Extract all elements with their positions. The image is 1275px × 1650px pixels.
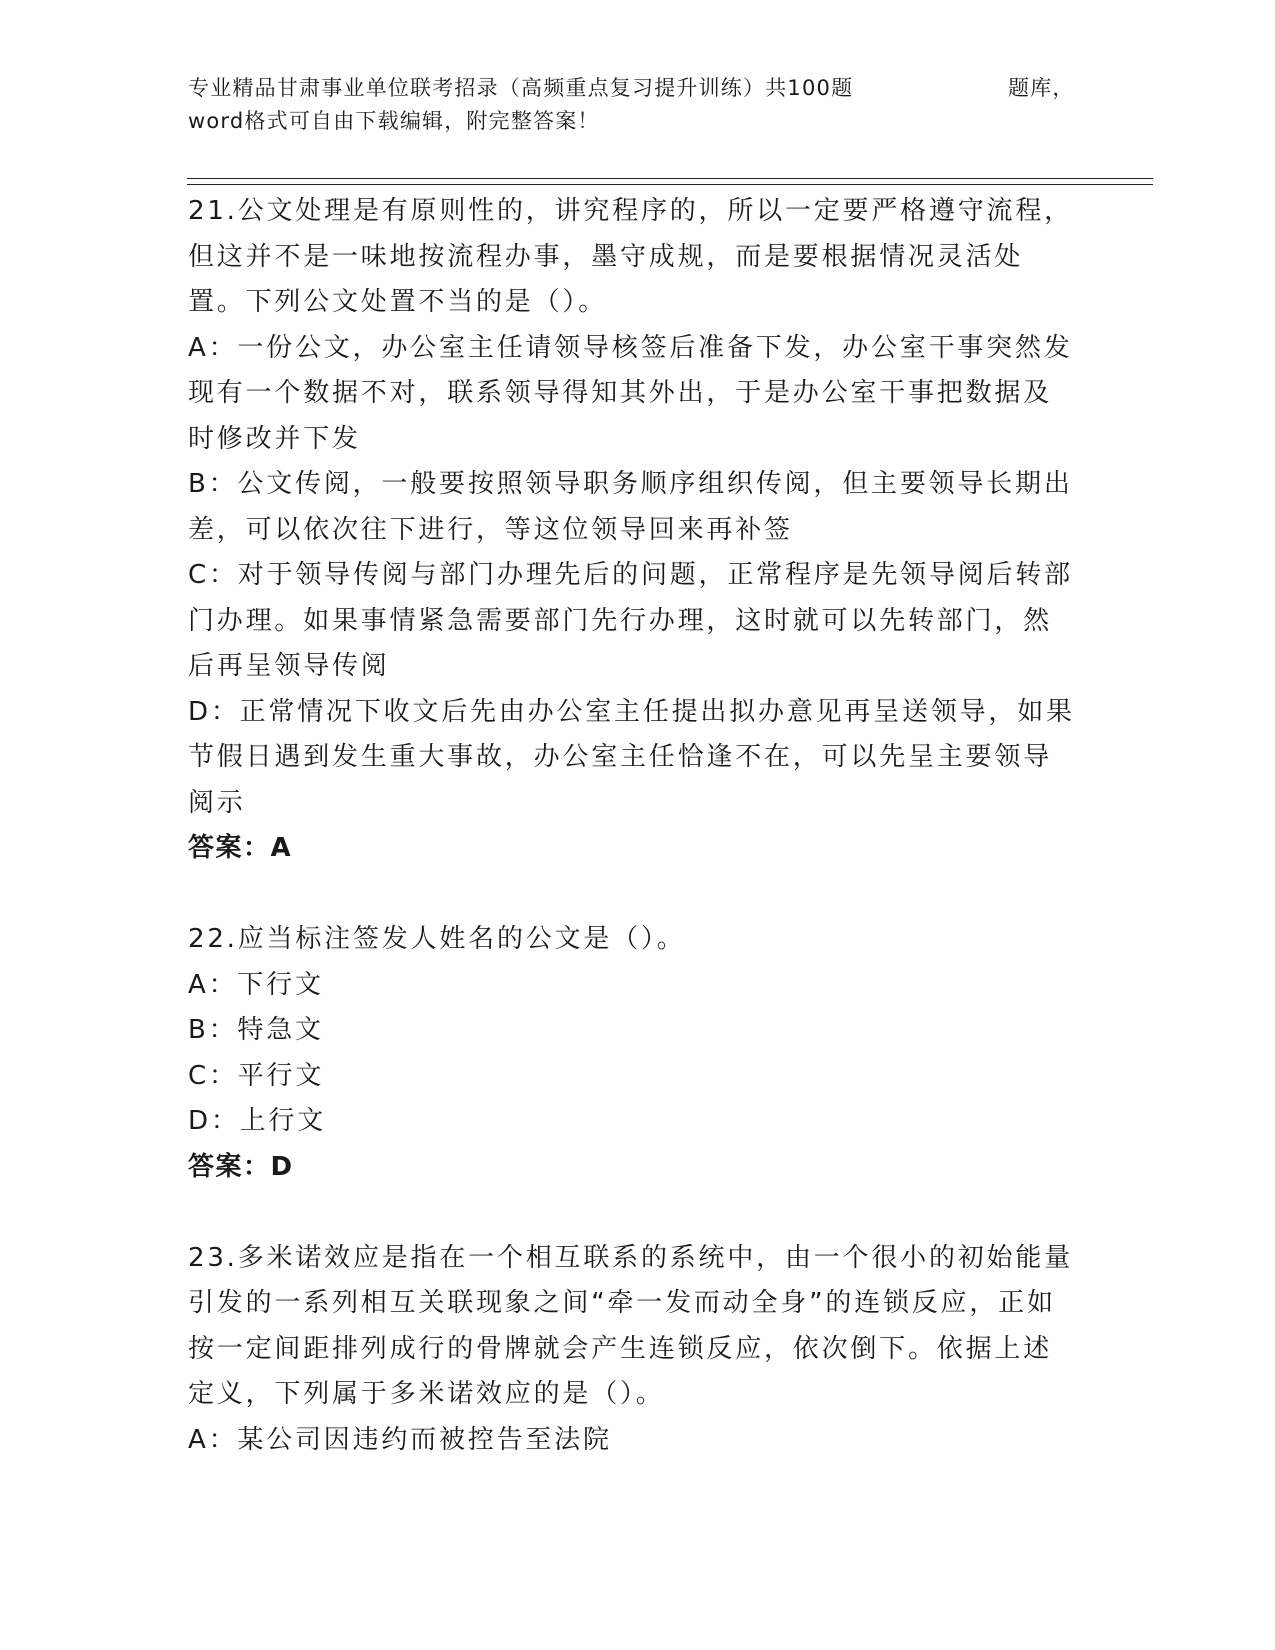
option-d: D：上行文 xyxy=(188,1106,327,1136)
question-21 xyxy=(188,189,1078,872)
question-text: 21.公文处理是有原则性的，讲究程序的，所以一定要严格遵守流程，但这并不是一味地按流程办事，墨守成规，而是要根据情况灵活处置。下列公文处置不当的是（）。 xyxy=(188,196,1073,317)
header-title-tail: 题库， xyxy=(1008,76,1075,100)
question-spacer xyxy=(188,1190,1078,1236)
header-divider-top xyxy=(187,178,1153,179)
header-subtitle: word格式可自由下载编辑，附完整答案！ xyxy=(188,109,600,133)
option-b: B：公文传阅，一般要按照领导职务顺序组织传阅，但主要领导长期出差，可以依次往下进行，等这位领导回来再补签 xyxy=(188,469,1073,545)
option-b: B：特急文 xyxy=(188,1015,324,1045)
question-text: 22.应当标注签发人姓名的公文是（）。 xyxy=(188,924,686,954)
answer: 答案：D xyxy=(188,1151,294,1182)
option-c: C：平行文 xyxy=(188,1060,325,1091)
option-a: A：下行文 xyxy=(188,969,324,1000)
option-c: C：对于领导传阅与部门办理先后的问题，正常程序是先领导阅后转部门办理。如果事情紧急需要部门先行办理，这时就可以先转部门，然后再呈领导传阅 xyxy=(188,560,1073,681)
header-divider-bottom xyxy=(187,184,1153,185)
question-22 xyxy=(188,917,1078,1190)
option-a: A：某公司因违约而被控告至法院 xyxy=(188,1424,612,1455)
option-d: D：正常情况下收文后先由办公室主任提出拟办意见再呈送领导，如果节假日遇到发生重大事故，办公室主任恰逢不在，可以先呈主要领导阅示 xyxy=(188,696,1075,818)
question-text: 23.多米诺效应是指在一个相互联系的系统中，由一个很小的初始能量引发的一系列相互关联现象之间“牵一发而动全身”的连锁反应，正如按一定间距排列成行的骨牌就会产生连锁反应，依次倒下。依据上述定义，下列属于多米诺效应的是（）。 xyxy=(188,1242,1073,1409)
question-list xyxy=(188,189,1078,1463)
answer: 答案：A xyxy=(188,833,293,863)
question-23 xyxy=(188,1236,1078,1464)
question-spacer xyxy=(188,872,1078,918)
page-header xyxy=(188,72,1075,138)
option-a: A：一份公文，办公室主任请领导核签后准备下发，办公室干事突然发现有一个数据不对，联系领导得知其外出，于是办公室干事把数据及时修改并下发 xyxy=(188,332,1073,454)
header-title: 专业精品甘肃事业单位联考招录（高频重点复习提升训练）共100题 xyxy=(188,76,854,100)
header-line-1 xyxy=(188,72,1075,105)
